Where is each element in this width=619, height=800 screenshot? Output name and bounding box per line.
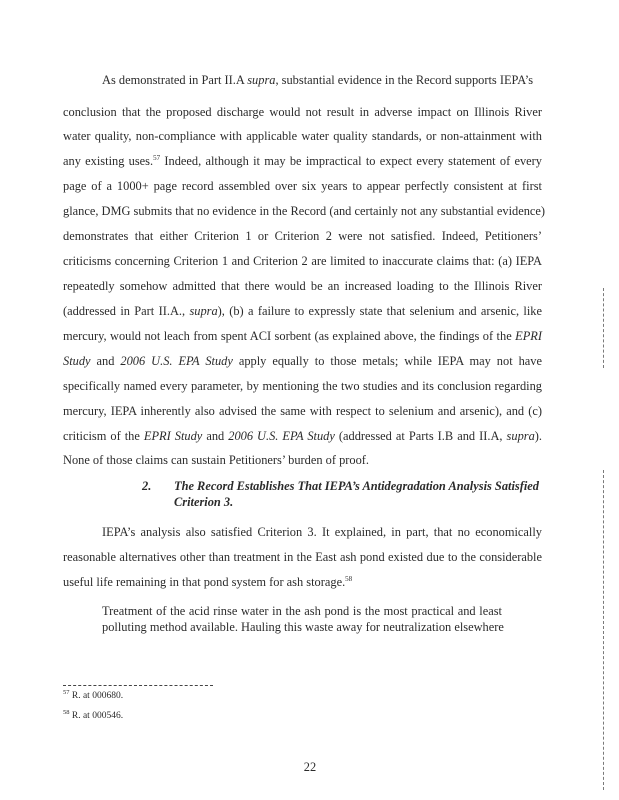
- paragraph-1-line-7: demonstrates that either Criterion 1 or Criterion 2 were not satisfied. Indeed, Petitioners’: [63, 229, 542, 243]
- footnote-58: $^{58}$ R. at 000546.: [63, 709, 124, 721]
- section-number: 2.: [142, 479, 152, 493]
- section-heading-line-1: The Record Establishes That IEPA’s Antidegradation Analysis Satisfied: [174, 479, 539, 493]
- paragraph-1-line-10: (addressed in Part II.A., supra), (b) a failure to expressly state that selenium and arsenic, like: [63, 304, 543, 318]
- paragraph-1-line-3: water quality, non-compliance with applicable water quality standards, or non-attainment with: [63, 129, 542, 143]
- scan-edge-mark-lower: [603, 470, 604, 790]
- paragraph-1-line-6: glance, DMG submits that no evidence in the Record (and certainly not any substantial evidence): [63, 204, 546, 218]
- paragraph-1-line-14: mercury, IEPA inherently also advised the same with respect to selenium and arsenic), and (c): [63, 404, 542, 418]
- footnote-divider: [63, 685, 213, 686]
- paragraph-1-line-11: mercury, would not leach from spent ACI sorbent (as explained above, the findings of the EPRI: [63, 329, 542, 343]
- paragraph-1-line-12: Study and 2006 U.S. EPA Study apply equally to those metals; while IEPA may not have: [63, 354, 542, 368]
- paragraph-1-line-2: conclusion that the proposed discharge would not result in adverse impact on Illinois River: [63, 105, 542, 119]
- paragraph-1-line-13: specifically named every parameter, by mentioning the two studies and its conclusion regarding: [63, 379, 542, 393]
- footnote-ref-58: 58: [345, 575, 353, 583]
- paragraph-1-line-15: criticism of the EPRI Study and 2006 U.S. EPA Study (addressed at Parts I.B and II.A, supra).: [63, 429, 543, 443]
- paragraph-2-line-2: reasonable alternatives other than treatment in the East ash pond existed due to the considerable: [63, 550, 542, 564]
- block-quote-line-1: Treatment of the acid rinse water in the ash pond is the most practical and least: [102, 604, 502, 618]
- paragraph-2-line-1: IEPA’s analysis also satisfied Criterion 3. It explained, in part, that no economically: [102, 525, 542, 539]
- paragraph-1-line-9: repeatedly somehow admitted that there would be an increased loading to the Illinois River: [63, 279, 542, 293]
- page-number: 22: [303, 760, 317, 774]
- footnote-57: $^{57}$ R. at 000680.: [63, 689, 124, 701]
- footnote-ref-57: 57: [153, 154, 161, 162]
- paragraph-1-line-8: criticisms concerning Criterion 1 and Criterion 2 are limited to inaccurate claims that: (a) IEPA: [63, 254, 542, 268]
- scan-edge-mark-upper: [603, 288, 604, 368]
- paragraph-1-line-16: None of those claims can sustain Petitioners’ burden of proof.: [63, 453, 370, 467]
- section-heading-line-2: Criterion 3.: [174, 495, 234, 509]
- paragraph-2-line-3: useful life remaining in that pond system for ash storage.$^{58}$: [63, 575, 353, 589]
- block-quote-line-2: polluting method available. Hauling this waste away for neutralization elsewhere: [102, 620, 504, 634]
- paragraph-1-line-4: any existing uses.$^{57}$ Indeed, although it may be impractical to expect every statement of every: [63, 154, 542, 168]
- paragraph-1-line-1: As demonstrated in Part II.A supra, substantial evidence in the Record supports IEPA’s: [102, 73, 534, 87]
- paragraph-1-line-5: page of a 1000+ page record assembled over six years to appear perfectly consistent at first: [63, 179, 542, 193]
